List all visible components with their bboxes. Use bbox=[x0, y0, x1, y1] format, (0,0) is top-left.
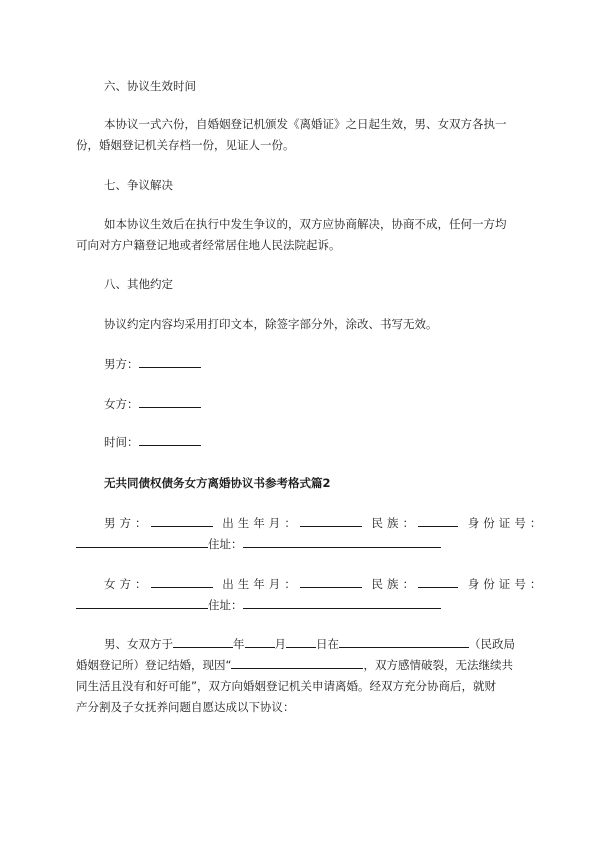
signature-date-label: 时间： bbox=[104, 435, 139, 449]
male-name-blank bbox=[151, 515, 213, 527]
final-para-line-2 bbox=[76, 657, 513, 673]
month-blank bbox=[245, 636, 275, 648]
signature-male bbox=[104, 356, 201, 372]
final-para-text: （民政局 bbox=[469, 637, 515, 651]
male-info-line-2 bbox=[76, 536, 441, 552]
male-ethnic-label: 民族： bbox=[371, 516, 419, 530]
signature-male-label: 男方： bbox=[104, 357, 139, 371]
section-heading-6: 六、协议生效时间 bbox=[104, 79, 196, 93]
section-6-line-2: 份，婚姻登记机关存档一份，见证人一份。 bbox=[76, 138, 295, 152]
signature-date bbox=[104, 434, 201, 450]
final-para-line-1 bbox=[104, 636, 515, 652]
signature-date-blank bbox=[139, 434, 201, 446]
female-birth-blank bbox=[300, 576, 362, 588]
final-para-text: 年 bbox=[233, 637, 245, 651]
male-name-label: 男方： bbox=[104, 516, 151, 530]
female-ethnic-label: 民族： bbox=[371, 577, 419, 591]
female-info-line-2 bbox=[76, 597, 441, 613]
registration-office-blank bbox=[339, 636, 469, 648]
document-title-2: 无共同债权债务女方离婚协议书参考格式篇2 bbox=[104, 476, 331, 490]
female-name-blank bbox=[151, 576, 213, 588]
signature-male-blank bbox=[139, 356, 201, 368]
final-para-text: ，双方感情破裂，无法继续共 bbox=[363, 658, 513, 672]
final-para-text: 男、女双方于 bbox=[104, 637, 173, 651]
section-6-line-1: 本协议一式六份，自婚姻登记机颁发《离婚证》之日起生效，男、女双方各执一 bbox=[104, 117, 507, 131]
male-ethnic-blank bbox=[418, 515, 458, 527]
female-address-label: 住址： bbox=[208, 598, 243, 612]
section-heading-8: 八、其他约定 bbox=[104, 277, 173, 291]
male-info-line-1 bbox=[104, 515, 545, 531]
section-7-line-1: 如本协议生效后在执行中发生争议的，双方应协商解决，协商不成，任何一方均 bbox=[104, 217, 507, 231]
male-address-label: 住址： bbox=[208, 537, 243, 551]
section-8-line-1: 协议约定内容均采用打印文本，除签字部分外，涂改、书写无效。 bbox=[104, 317, 438, 331]
female-ethnic-blank bbox=[418, 576, 458, 588]
final-para-text: 月 bbox=[274, 637, 286, 651]
female-name-label: 女方： bbox=[104, 577, 151, 591]
final-para-line-4: 产分割及子女抚养问题自愿达成以下协议： bbox=[76, 700, 295, 714]
signature-female-label: 女方： bbox=[104, 397, 139, 411]
female-address-blank bbox=[243, 597, 441, 609]
day-blank bbox=[286, 636, 316, 648]
final-para-text: 日在 bbox=[316, 637, 339, 651]
reason-blank bbox=[231, 657, 363, 669]
signature-female-blank bbox=[139, 396, 201, 408]
male-id-label: 身份证号： bbox=[467, 516, 546, 530]
male-birth-blank bbox=[300, 515, 362, 527]
year-blank bbox=[173, 636, 233, 648]
female-info-line-1 bbox=[104, 576, 545, 592]
male-birth-label: 出生年月： bbox=[222, 516, 300, 530]
signature-female bbox=[104, 396, 201, 412]
section-heading-7: 七、争议解决 bbox=[104, 178, 173, 192]
female-id-blank bbox=[76, 597, 208, 609]
section-7-line-2: 可向对方户籍登记地或者经常居住地人民法院起诉。 bbox=[76, 238, 341, 252]
female-id-label: 身份证号： bbox=[467, 577, 546, 591]
final-para-line-3: 同生活且没有和好可能”，双方向婚姻登记机关申请离婚。经双方充分协商后，就财 bbox=[76, 679, 496, 693]
final-para-text: 婚姻登记所）登记结婚，现因“ bbox=[76, 658, 232, 672]
female-birth-label: 出生年月： bbox=[222, 577, 300, 591]
male-address-blank bbox=[243, 536, 441, 548]
male-id-blank bbox=[76, 536, 208, 548]
